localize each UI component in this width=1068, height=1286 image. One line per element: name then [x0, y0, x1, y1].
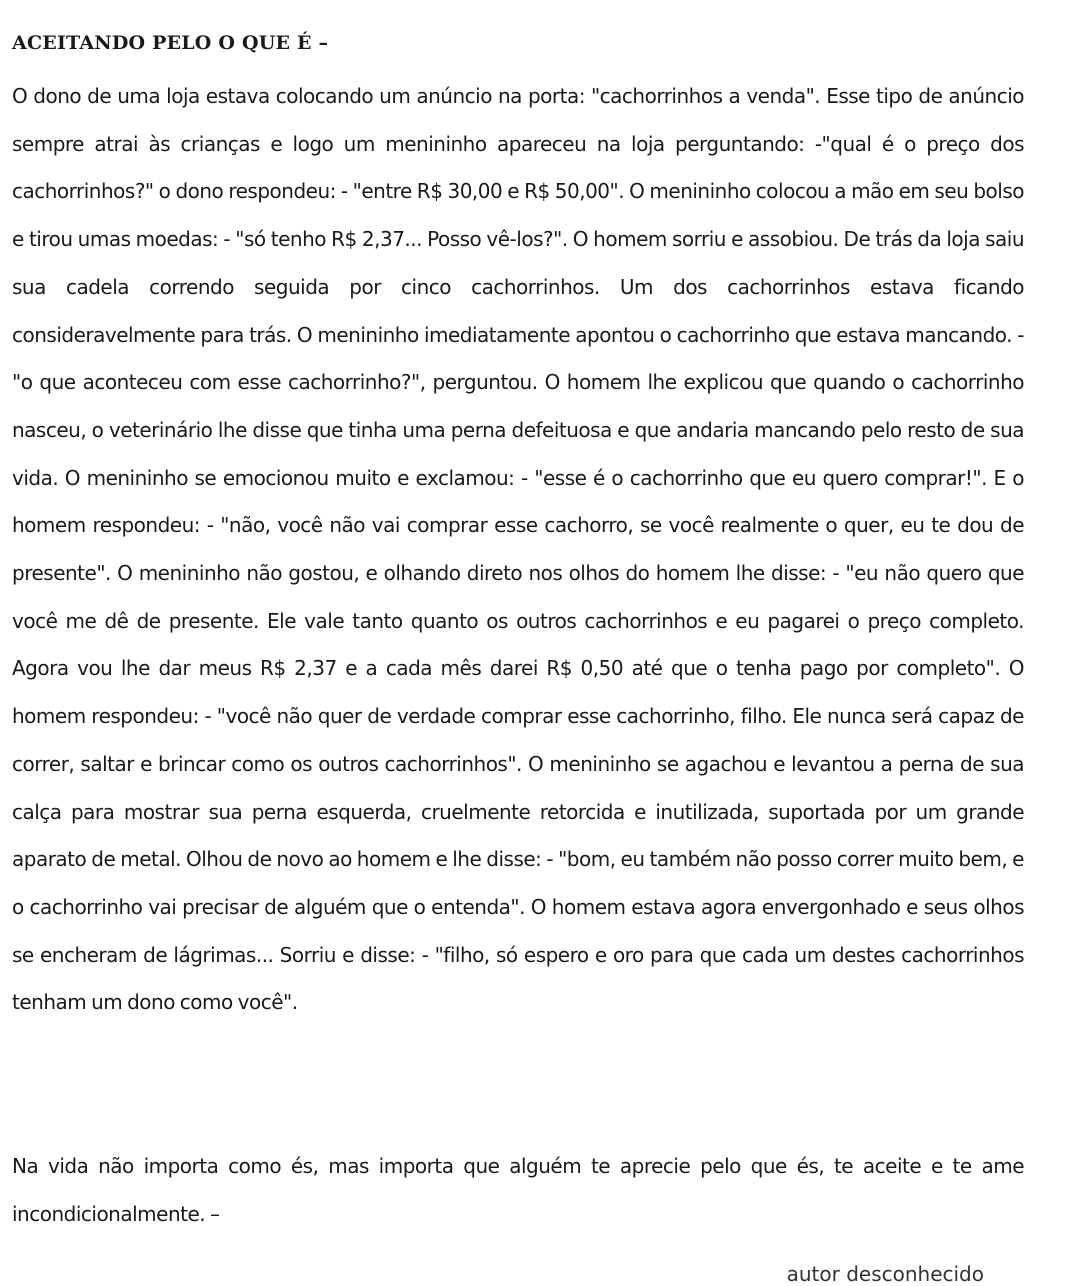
document-page — [12, 0, 1024, 1286]
story-paragraph: O dono de uma loja estava colocando um anúncio na porta: "cachorrinhos a venda". Esse tipo de anúncio sempre atrai às crianças e logo um menininho apareceu na loja perguntando: -"qual é o preço dos cachorrinhos?" o dono respondeu: - "entre R$ 30,00 e R$ 50,00". O menininho colocou a mão em seu bolso e tirou umas moedas: - "só tenho R$ 2,37... Posso vê-los?". O homem sorriu e assobiou. De trás da loja saiu sua cadela correndo seguida por cinco cachorrinhos. Um dos cachorrinhos estava ficando consideravelmente para trás. O menininho imediatamente apontou o cachorrinho que estava mancando. - "o que aconteceu com esse cachorrinho?", perguntou. O homem lhe explicou que quando o cachorrinho nasceu, o veterinário lhe disse que tinha uma perna defeituosa e que andaria mancando pelo resto de sua vida. O menininho se emocionou muito e exclamou: - "esse é o cachorrinho que eu quero comprar!". E o homem respondeu: - "não, você não vai comprar esse cachorro, se você realmente o quer, eu te dou de presente". O menininho não gostou, e olhando direto nos olhos do homem lhe disse: - "eu não quero que você me dê de presente. Ele vale tanto quanto os outros cachorrinhos e eu pagarei o preço completo. Agora vou lhe dar meus R$ 2,37 e a cada mês darei R$ 0,50 até que o tenha pago por completo". O homem respondeu: - "você não quer de verdade comprar esse cachorrinho, filho. Ele nunca será capaz de correr, saltar e brincar como os outros cachorrinhos". O menininho se agachou e levantou a perna de sua calça para mostrar sua perna esquerda, cruelmente retorcida e inutilizada, suportada por um grande aparato de metal. Olhou de novo ao homem e lhe disse: - "bom, eu também não posso correr muito bem, e o cachorrinho vai precisar de alguém que o entenda". O homem estava agora envergonhado e seus olhos se encheram de lágrimas... Sorriu e disse: - "filho, só espero e oro para que cada um destes cachorrinhos tenham um dono como você". — [12, 84, 1024, 1015]
author-credit: autor desconhecido — [786, 1262, 984, 1286]
document-title: ACEITANDO PELO O QUE É – — [12, 32, 329, 54]
moral-paragraph: Na vida não importa como és, mas importa que alguém te aprecie pelo que és, te aceite e te ame incondicionalmente. – — [12, 1154, 1024, 1226]
